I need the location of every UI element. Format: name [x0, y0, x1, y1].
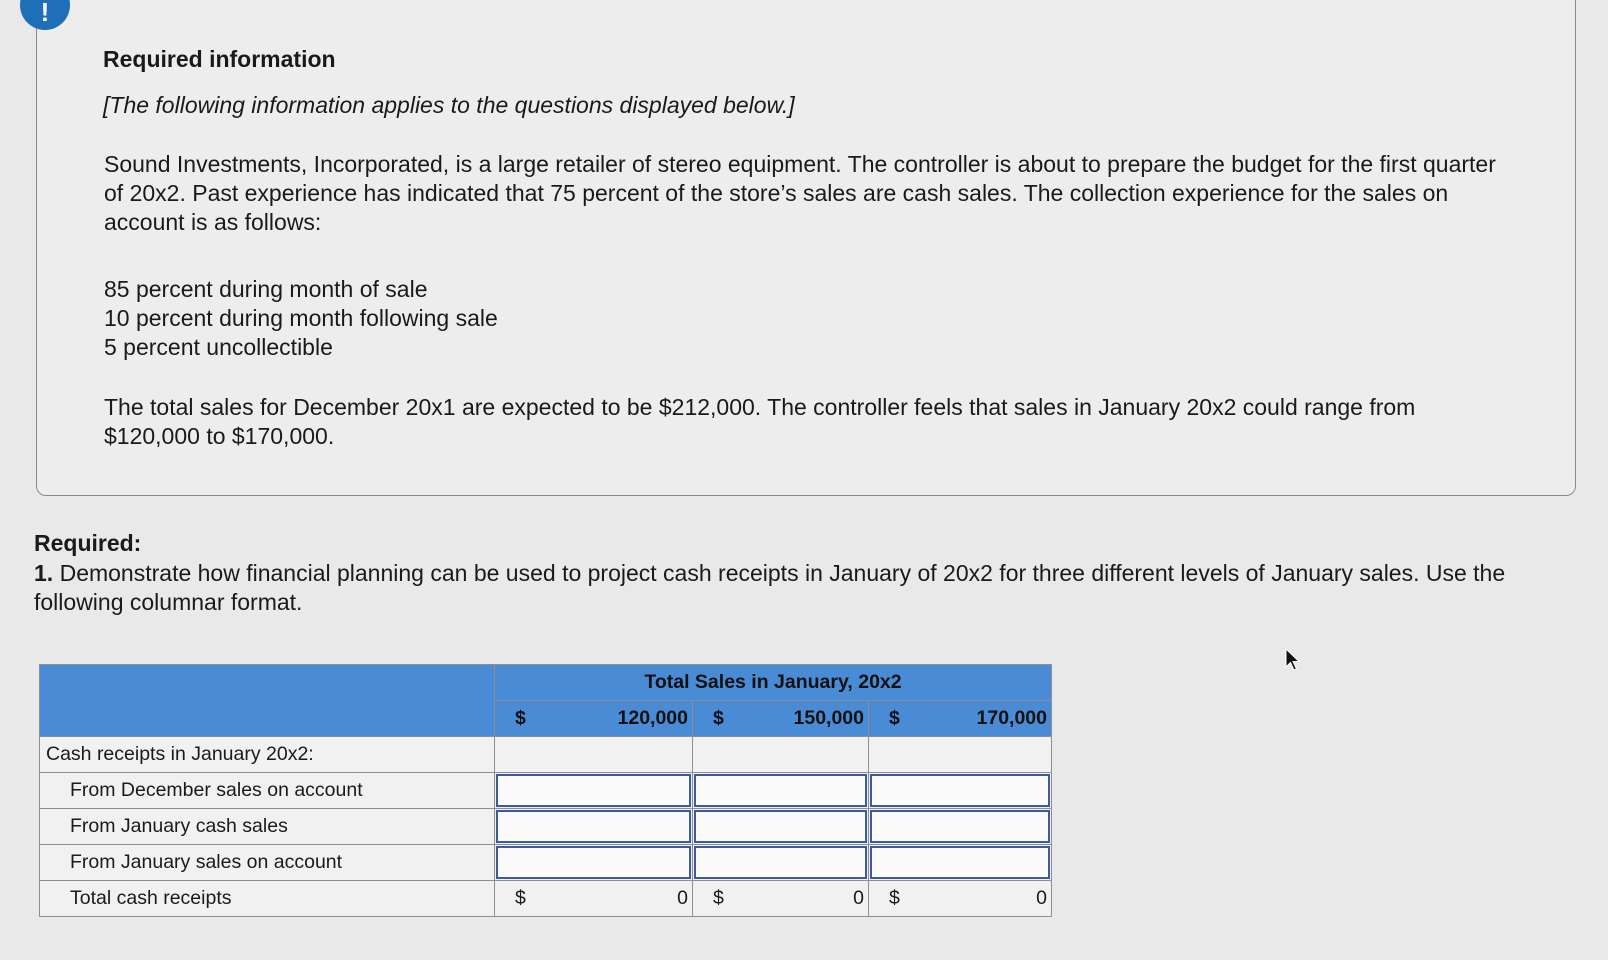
answer-cell [495, 809, 693, 845]
required-item-number: 1. [34, 560, 54, 586]
currency-symbol: $ [515, 707, 526, 729]
table-row [40, 809, 1052, 845]
mouse-cursor-icon [1285, 648, 1301, 672]
answer-cell [495, 845, 693, 881]
table-row [40, 881, 1052, 917]
answer-input-jancash-170000[interactable] [870, 810, 1050, 843]
column-value: 170,000 [976, 707, 1047, 729]
cash-receipts-table [39, 664, 1052, 917]
answer-cell [869, 845, 1052, 881]
column-header-150000 [693, 701, 869, 737]
section-label: Cash receipts in January 20x2: [40, 737, 495, 773]
table-header-blank [40, 665, 495, 737]
answer-cell [693, 845, 869, 881]
answer-cell [693, 773, 869, 809]
currency-symbol: $ [713, 887, 724, 909]
total-cell-120000 [495, 881, 693, 917]
answer-input-janacct-170000[interactable] [870, 846, 1050, 879]
answer-cell [693, 809, 869, 845]
table-row [40, 845, 1052, 881]
row-label-total: Total cash receipts [40, 881, 495, 917]
collection-item: 85 percent during month of sale [104, 276, 428, 302]
answer-cell [869, 809, 1052, 845]
column-value: 120,000 [617, 707, 688, 729]
answer-input-dec-120000[interactable] [496, 774, 691, 807]
blank-cell [495, 737, 693, 773]
collection-item: 10 percent during month following sale [104, 305, 498, 331]
info-subtitle: [The following information applies to the questions displayed below.] [103, 92, 795, 118]
total-cell-150000 [693, 881, 869, 917]
info-title: Required information [103, 46, 336, 72]
currency-symbol: $ [515, 887, 526, 909]
answer-cell [495, 773, 693, 809]
answer-input-janacct-120000[interactable] [496, 846, 691, 879]
total-value: 0 [677, 887, 688, 909]
currency-symbol: $ [713, 707, 724, 729]
table-row [40, 773, 1052, 809]
currency-symbol: $ [889, 707, 900, 729]
required-heading: Required: [34, 530, 142, 556]
row-label-december-on-account: From December sales on account [40, 773, 495, 809]
answer-input-dec-170000[interactable] [870, 774, 1050, 807]
row-label-january-cash: From January cash sales [40, 809, 495, 845]
answer-input-jancash-120000[interactable] [496, 810, 691, 843]
alert-icon: ! [20, 0, 70, 30]
answer-input-janacct-150000[interactable] [694, 846, 867, 879]
blank-cell [869, 737, 1052, 773]
total-value: 0 [1036, 887, 1047, 909]
row-label-january-on-account: From January sales on account [40, 845, 495, 881]
currency-symbol: $ [889, 887, 900, 909]
total-value: 0 [853, 887, 864, 909]
blank-cell [693, 737, 869, 773]
answer-input-dec-150000[interactable] [694, 774, 867, 807]
column-header-120000 [495, 701, 693, 737]
answer-cell [869, 773, 1052, 809]
table-row [40, 737, 1052, 773]
column-value: 150,000 [793, 707, 864, 729]
sales-paragraph: The total sales for December 20x1 are expected to be $212,000. The controller feels that sales in January 20x2 could range from $120,000 to $170,000. [104, 394, 1416, 449]
collection-item: 5 percent uncollectible [104, 334, 333, 360]
collection-list [104, 275, 1504, 362]
required-item-text: Demonstrate how financial planning can be used to project cash receipts in January of 20x2 for three different levels of January sales. Use the following columnar format. [34, 560, 1506, 615]
table-header-title: Total Sales in January, 20x2 [495, 665, 1052, 701]
total-cell-170000 [869, 881, 1052, 917]
answer-input-jancash-150000[interactable] [694, 810, 867, 843]
column-header-170000 [869, 701, 1052, 737]
required-item [34, 559, 1554, 617]
scenario-paragraph: Sound Investments, Incorporated, is a large retailer of stereo equipment. The controller is about to prepare the budget for the first quarter of 20x2. Past experience has indicated that 75 percent of the store’s sales are cash sales. The collection experience for the sales on account is as follows: [104, 151, 1496, 235]
